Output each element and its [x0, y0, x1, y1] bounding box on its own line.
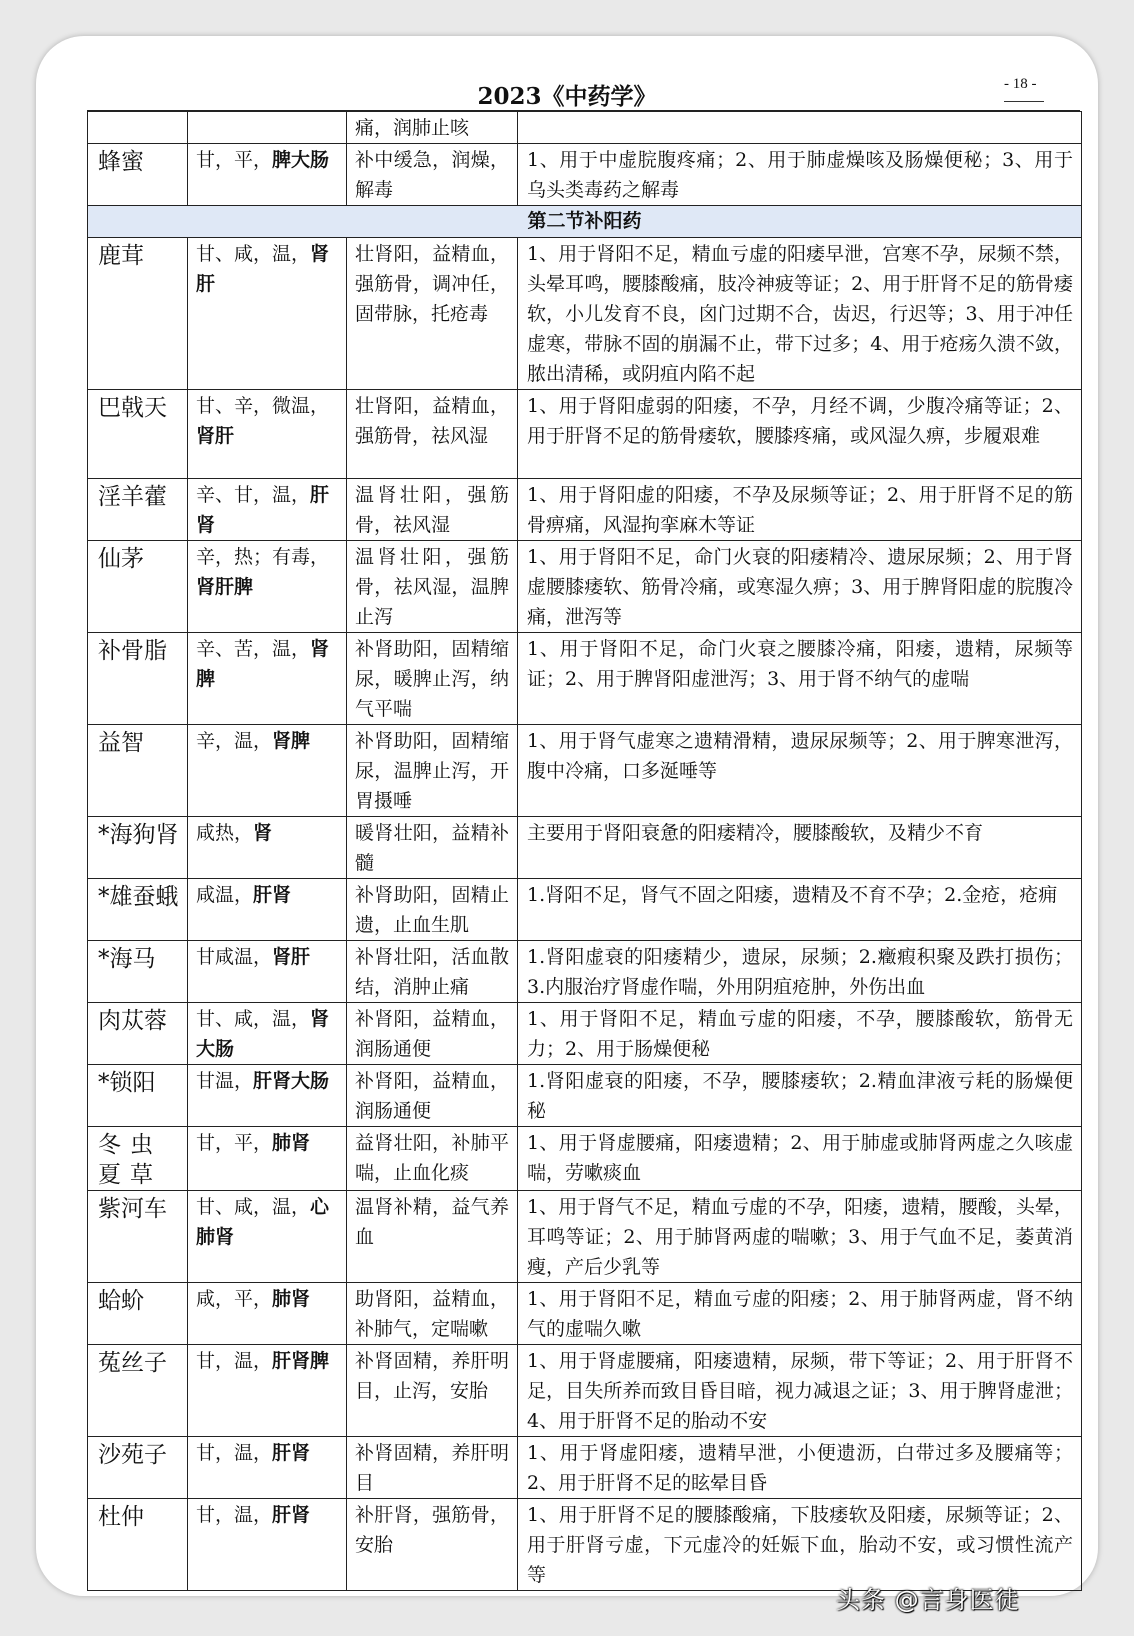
herb-row: [88, 725, 1082, 817]
herb-use: 1.肾阳虚衰的阳痿，不孕，腰膝痿软；2.精血津液亏耗的肠燥便秘: [518, 1065, 1082, 1127]
herb-effect: 助肾阳，益精血，补肺气，定喘嗽: [347, 1283, 518, 1345]
herb-property: 甘温，: [196, 1070, 254, 1092]
herb-use: 1、用于肾阳虚弱的阳痿，不孕，月经不调，少腹冷痛等证；2、用于肝肾不足的筋骨痿软，腰膝疼痛，或风湿久痹，步履艰难: [518, 390, 1082, 479]
herb-row: [88, 1283, 1082, 1345]
herb-property-meridian: [188, 479, 347, 541]
herb-meridian: 肾肝脾: [196, 576, 254, 598]
herb-effect: 痛，润肺止咳: [347, 112, 518, 144]
herb-row: [88, 879, 1082, 941]
herb-meridian: 肾大肠: [196, 1008, 330, 1060]
herb-property: 咸，平，: [196, 1288, 273, 1310]
herb-effect: 补肾壮阳，活血散结，消肿止痛: [347, 941, 518, 1003]
herb-property-meridian: [188, 725, 347, 817]
herb-property-meridian: [188, 817, 347, 879]
herb-effect: 温肾壮阳，强筋骨，祛风湿: [347, 479, 518, 541]
herb-property-meridian: [188, 1003, 347, 1065]
page-number-underline: [1004, 101, 1044, 102]
herb-meridian: 肾肝: [196, 243, 330, 295]
herb-use: [518, 112, 1082, 144]
herb-name: 肉苁蓉: [88, 1003, 188, 1065]
section-row: [88, 206, 1082, 238]
herb-row: [88, 390, 1082, 479]
herb-name: 冬虫夏草: [88, 1127, 188, 1191]
herb-name: 蛤蚧: [88, 1283, 188, 1345]
herb-name: *海马: [88, 941, 188, 1003]
herb-property-meridian: [188, 941, 347, 1003]
herb-row: [88, 1003, 1082, 1065]
herb-property-meridian: [188, 112, 347, 144]
herb-name: *锁阳: [88, 1065, 188, 1127]
herb-use: 1、用于肾虚阳痿，遗精早泄，小便遗沥，白带过多及腰痛等；2、用于肝肾不足的眩晕目昏: [518, 1437, 1082, 1499]
herb-effect: 补中缓急，润燥，解毒: [347, 144, 518, 206]
herb-property-meridian: [188, 1283, 347, 1345]
herb-table: [87, 111, 1082, 1591]
herb-name: [88, 112, 188, 144]
herb-meridian: 肾脾: [272, 730, 311, 752]
herb-meridian: 肾肝: [196, 425, 235, 447]
herb-use: 1、用于肾阳不足，精血亏虚的阳痿，不孕，腰膝酸软，筋骨无力；2、用于肠燥便秘: [518, 1003, 1082, 1065]
herb-use: 1、用于肾阳不足，精血亏虚的阳痿；2、用于肺肾两虚，肾不纳气的虚喘久嗽: [518, 1283, 1082, 1345]
herb-effect: 补肾阳，益精血，润肠通便: [347, 1003, 518, 1065]
herb-use: 1、用于中虚脘腹疼痛；2、用于肺虚燥咳及肠燥便秘；3、用于乌头类毒药之解毒: [518, 144, 1082, 206]
herb-property-meridian: [188, 144, 347, 206]
herb-effect: 补肝肾，强筋骨，安胎: [347, 1499, 518, 1591]
herb-property: 辛、苦，温，: [196, 638, 311, 660]
herb-property-meridian: [188, 1065, 347, 1127]
herb-property-meridian: [188, 633, 347, 725]
herb-use: 1.肾阳虚衰的阳痿精少，遗尿，尿频；2.癥瘕积聚及跌打损伤；3.内服治疗肾虚作喘，外用阴疽疮肿，外伤出血: [518, 941, 1082, 1003]
herb-property: 甘、咸，温，: [196, 1196, 311, 1218]
page-number: - 18 -: [1004, 76, 1037, 92]
herb-property: 辛，温，: [196, 730, 273, 752]
herb-row: [88, 1191, 1082, 1283]
herb-meridian: 肝肾: [253, 884, 292, 906]
herb-meridian: 肾肝: [272, 946, 311, 968]
page-title: 2023《中药学》: [477, 83, 657, 110]
herb-name: 淫羊藿: [88, 479, 188, 541]
herb-property: 甘咸温，: [196, 946, 273, 968]
herb-property-meridian: [188, 1191, 347, 1283]
herb-name: *海狗肾: [88, 817, 188, 879]
herb-use: 1、用于肾阳虚的阳痿，不孕及尿频等证；2、用于肝肾不足的筋骨痹痛，风湿拘挛麻木等证: [518, 479, 1082, 541]
herb-effect: 壮肾阳，益精血，强筋骨，祛风湿: [347, 390, 518, 479]
herb-effect: 温肾补精，益气养血: [347, 1191, 518, 1283]
herb-meridian: 脾大肠: [272, 149, 330, 171]
herb-use: 1、用于肾阳不足，命门火衰的阳痿精冷、遗尿尿频；2、用于肾虚腰膝痿软、筋骨冷痛，或寒湿久痹；3、用于脾肾阳虚的脘腹冷痛，泄泻等: [518, 541, 1082, 633]
herb-effect: 暖肾壮阳，益精补髓: [347, 817, 518, 879]
herb-property-meridian: [188, 1437, 347, 1499]
herb-property: 甘，平，: [196, 1132, 273, 1154]
herb-property-meridian: [188, 238, 347, 390]
herb-property-meridian: [188, 541, 347, 633]
herb-meridian: 肝肾: [196, 484, 330, 536]
herb-use: 1、用于肾虚腰痛，阳痿遗精，尿频，带下等证；2、用于肝肾不足，目失所养而致目昏目暗，视力减退之证；3、用于脾肾虚泄；4、用于肝肾不足的胎动不安: [518, 1345, 1082, 1437]
herb-effect: 壮肾阳，益精血，强筋骨，调冲任，固带脉，托疮毒: [347, 238, 518, 390]
herb-row: [88, 1127, 1082, 1191]
herb-use: 1.肾阳不足，肾气不固之阳痿，遗精及不育不孕；2.金疮，疮痈: [518, 879, 1082, 941]
herb-name: 蜂蜜: [88, 144, 188, 206]
herb-row: [88, 112, 1082, 144]
herb-effect: 温肾壮阳，强筋骨，祛风湿，温脾止泻: [347, 541, 518, 633]
herb-meridian: 肺肾: [272, 1132, 311, 1154]
herb-meridian: 肝肾大肠: [253, 1070, 330, 1092]
herb-use: 1、用于肾阳不足，精血亏虚的阳痿早泄，宫寒不孕，尿频不禁，头晕耳鸣，腰膝酸痛，肢冷神疲等证；2、用于肝肾不足的筋骨痿软，小儿发育不良，囟门过期不合，齿迟，行迟等；3、用于冲任虚寒，带脉不固的崩漏不止，带下过多；4、用于疮疡久溃不敛，脓出清稀，或阴疽内陷不起: [518, 238, 1082, 390]
herb-use: 1、用于肾气虚寒之遗精滑精，遗尿尿频等；2、用于脾寒泄泻，腹中冷痛，口多涎唾等: [518, 725, 1082, 817]
herb-property-meridian: [188, 1345, 347, 1437]
herb-name: 鹿茸: [88, 238, 188, 390]
herb-property: 甘、咸，温，: [196, 243, 311, 265]
herb-property: 辛、甘，温，: [196, 484, 311, 506]
herb-row: [88, 144, 1082, 206]
herb-property: 辛，热；有毒，: [196, 546, 330, 568]
herb-row: [88, 541, 1082, 633]
herb-property-meridian: [188, 1127, 347, 1191]
herb-use: 1、用于肾虚腰痛，阳痿遗精；2、用于肺虚或肺肾两虚之久咳虚喘，劳嗽痰血: [518, 1127, 1082, 1191]
herb-meridian: 肾脾: [196, 638, 330, 690]
herb-row: [88, 1499, 1082, 1591]
herb-effect: 补肾助阳，固精止遗，止血生肌: [347, 879, 518, 941]
herb-property: 咸热，: [196, 822, 254, 844]
herb-effect: 补肾助阳，固精缩尿，温脾止泻，开胃摄唾: [347, 725, 518, 817]
herb-meridian: 肺肾: [272, 1288, 311, 1310]
herb-name: *雄蚕蛾: [88, 879, 188, 941]
herb-use: 1、用于肝肾不足的腰膝酸痛，下肢痿软及阳痿，尿频等证；2、用于肝肾亏虚，下元虚冷的妊娠下血，胎动不安，或习惯性流产等: [518, 1499, 1082, 1591]
herb-effect: 补肾固精，养肝明目: [347, 1437, 518, 1499]
herb-property: 甘、咸，温，: [196, 1008, 311, 1030]
herb-row: [88, 1437, 1082, 1499]
herb-row: [88, 1065, 1082, 1127]
herb-table-body: [88, 112, 1082, 1591]
herb-effect: 补肾阳，益精血，润肠通便: [347, 1065, 518, 1127]
herb-name: 紫河车: [88, 1191, 188, 1283]
herb-use: 主要用于肾阳衰惫的阳痿精冷，腰膝酸软，及精少不育: [518, 817, 1082, 879]
herb-row: [88, 817, 1082, 879]
herb-property-meridian: [188, 1499, 347, 1591]
herb-property-meridian: [188, 879, 347, 941]
herb-meridian: 肝肾: [272, 1504, 311, 1526]
herb-meridian: 肾: [253, 822, 273, 844]
herb-name: 杜仲: [88, 1499, 188, 1591]
herb-property: 甘、辛，微温，: [196, 395, 330, 417]
herb-meridian: 肝肾: [272, 1442, 311, 1464]
herb-row: [88, 1345, 1082, 1437]
herb-property: 咸温，: [196, 884, 254, 906]
herb-row: [88, 479, 1082, 541]
herb-row: [88, 238, 1082, 390]
herb-name: 补骨脂: [88, 633, 188, 725]
herb-effect: 补肾助阳，固精缩尿，暖脾止泻，纳气平喘: [347, 633, 518, 725]
herb-name: 菟丝子: [88, 1345, 188, 1437]
herb-property: 甘，温，: [196, 1350, 273, 1372]
herb-name: 沙苑子: [88, 1437, 188, 1499]
herb-use: 1、用于肾气不足，精血亏虚的不孕，阳痿，遗精，腰酸，头晕，耳鸣等证；2、用于肺肾两虚的喘嗽；3、用于气血不足，萎黄消瘦，产后少乳等: [518, 1191, 1082, 1283]
herb-use: 1、用于肾阳不足，命门火衰之腰膝冷痛，阳痿，遗精，尿频等证；2、用于脾肾阳虚泄泻；3、用于肾不纳气的虚喘: [518, 633, 1082, 725]
watermark: 头条 @言身医徒: [836, 1586, 1020, 1614]
herb-property-meridian: [188, 390, 347, 479]
herb-name: 巴戟天: [88, 390, 188, 479]
herb-row: [88, 633, 1082, 725]
herb-meridian: 心肺肾: [196, 1196, 330, 1248]
herb-name: 仙茅: [88, 541, 188, 633]
herb-effect: 补肾固精，养肝明目，止泻，安胎: [347, 1345, 518, 1437]
herb-property: 甘，平，: [196, 149, 273, 171]
herb-effect: 益肾壮阳，补肺平喘，止血化痰: [347, 1127, 518, 1191]
herb-property: 甘，温，: [196, 1504, 273, 1526]
herb-row: [88, 941, 1082, 1003]
herb-property: 甘，温，: [196, 1442, 273, 1464]
herb-name: 益智: [88, 725, 188, 817]
herb-meridian: 肝肾脾: [272, 1350, 330, 1372]
section-title: 第二节补阳药: [88, 206, 1082, 238]
